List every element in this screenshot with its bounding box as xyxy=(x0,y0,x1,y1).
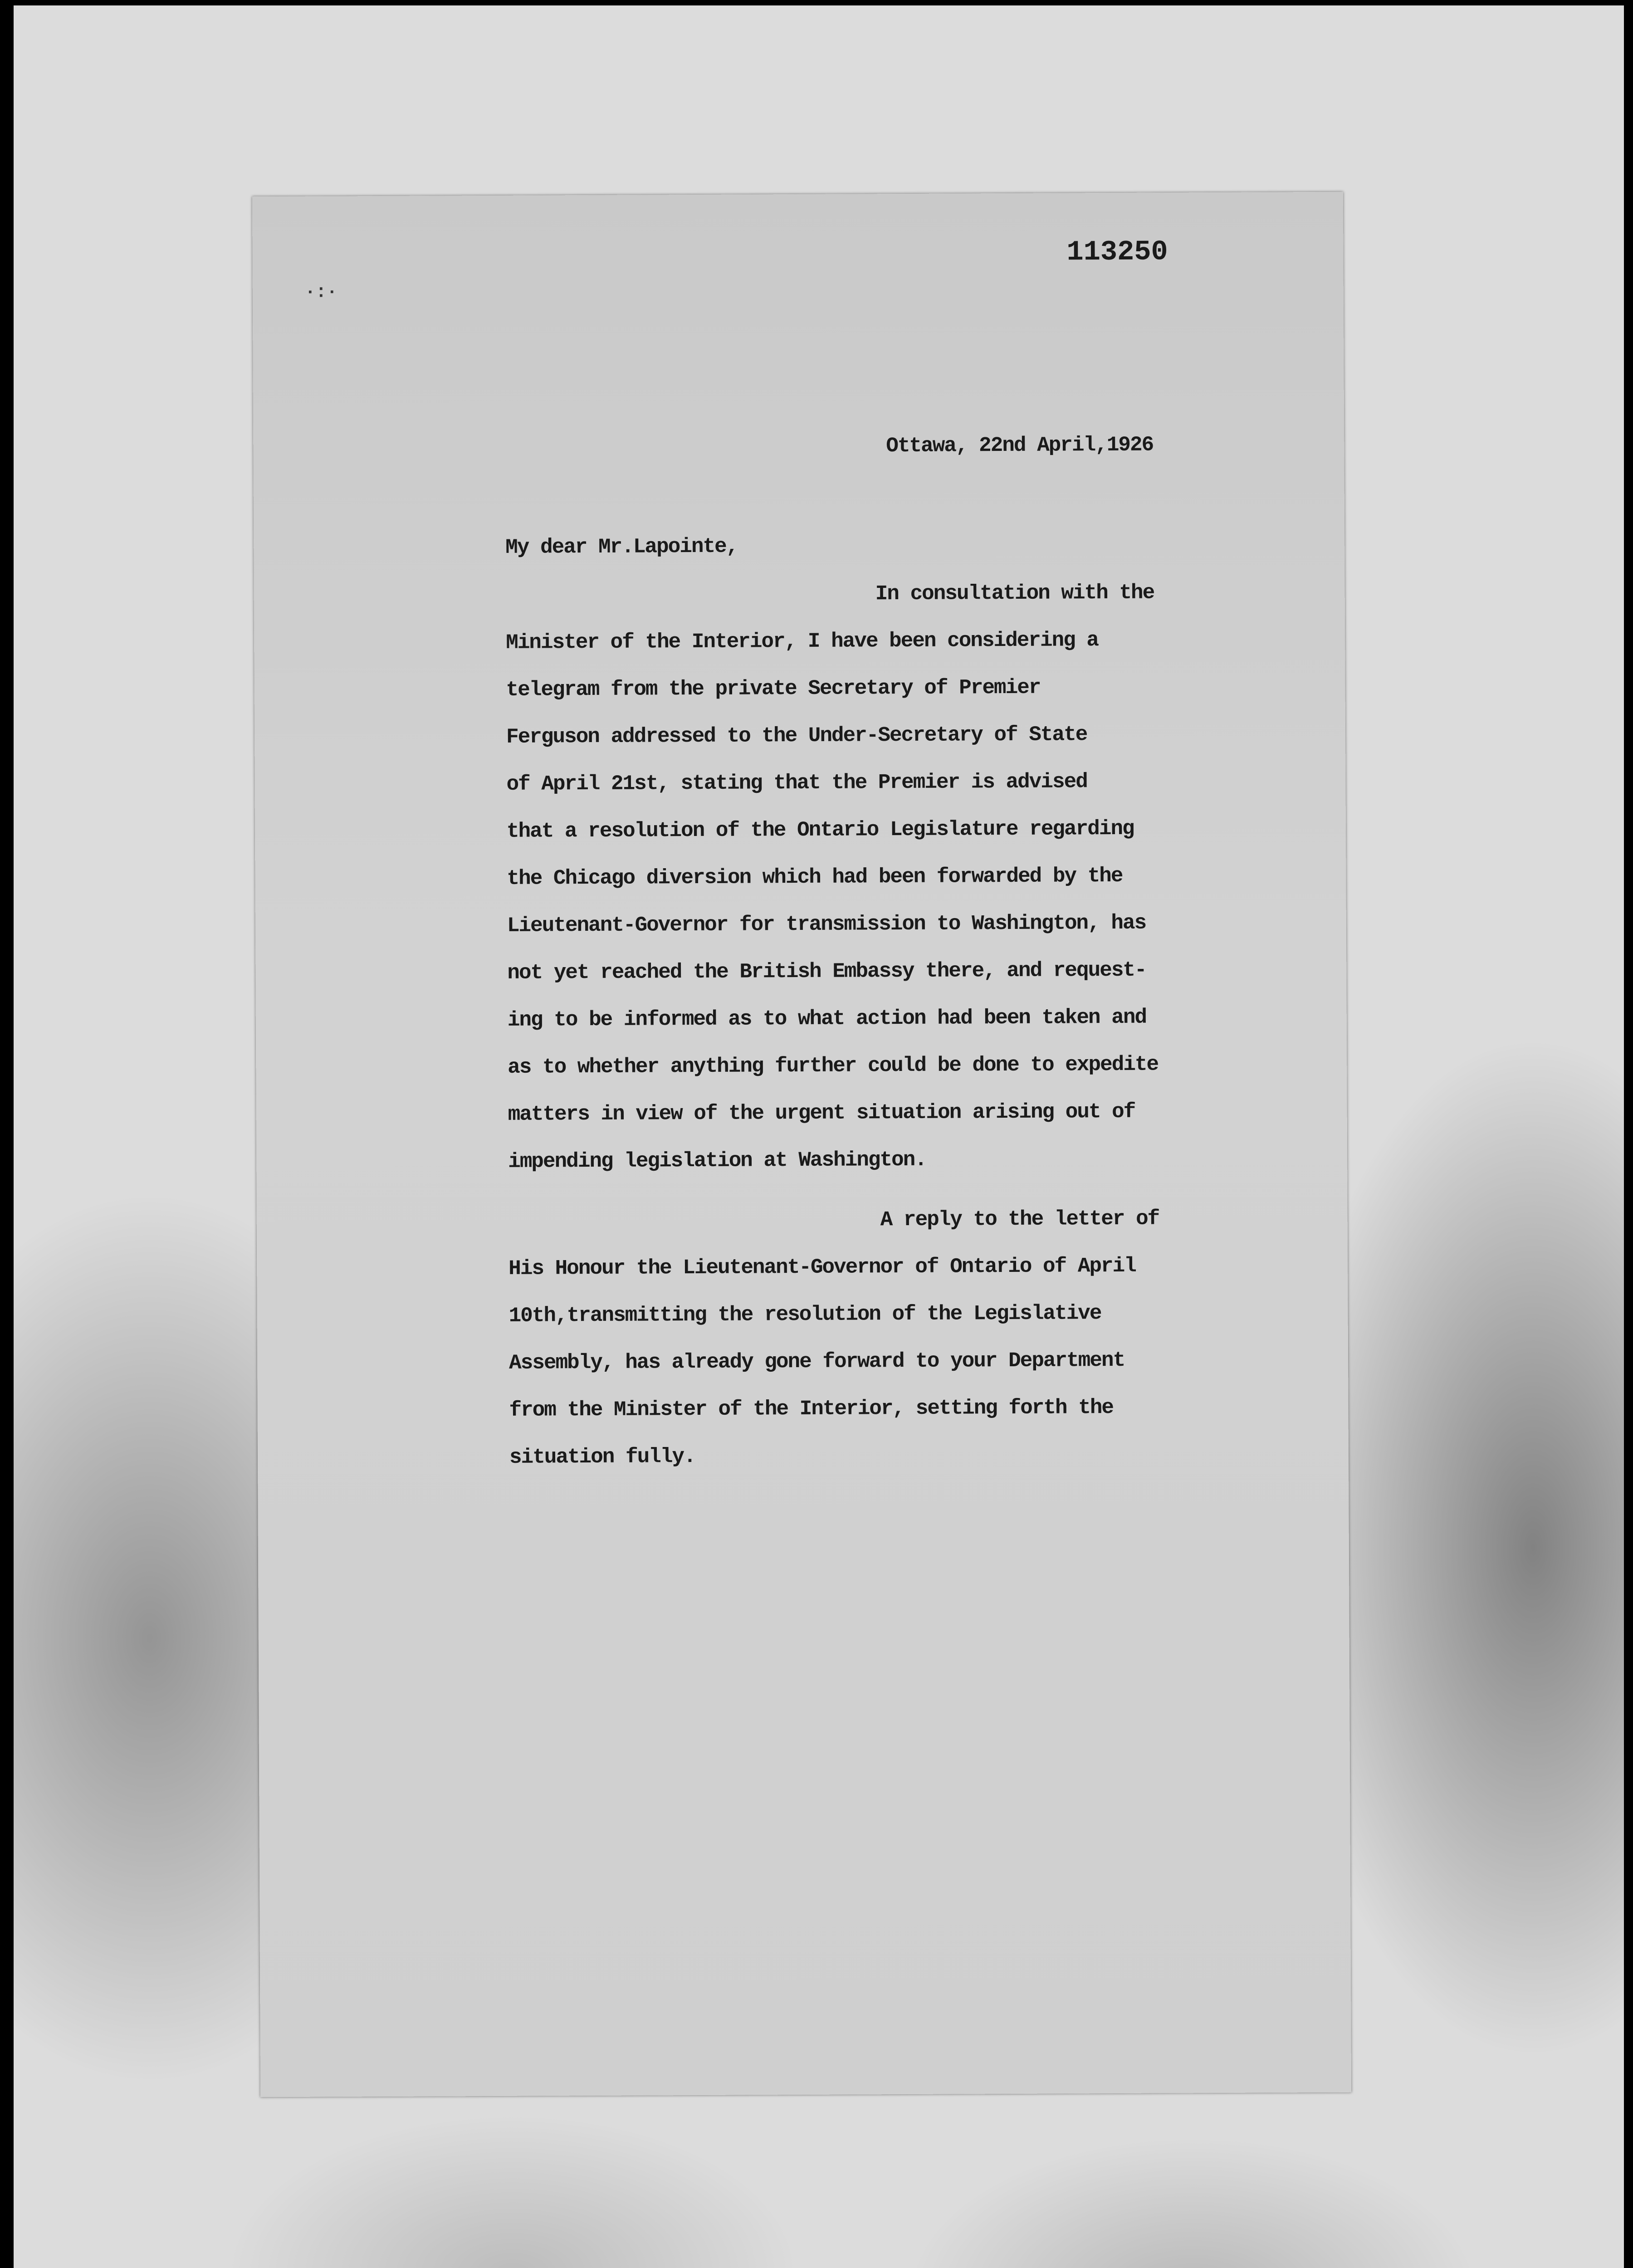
salutation: My dear Mr.Lapointe, xyxy=(505,534,738,559)
paragraph-line: of April 21st, stating that the Premier is advised xyxy=(506,770,1087,796)
paragraph-line: 10th,transmitting the resolution of the Legislative xyxy=(508,1301,1101,1328)
paragraph-line: impending legislation at Washington. xyxy=(508,1148,927,1173)
paragraph-line: the Chicago diversion which had been forwarded by the xyxy=(507,864,1123,890)
paragraph-line: In consultation with the xyxy=(875,581,1154,606)
paragraph-line: ing to be informed as to what action had been taken and xyxy=(507,1005,1147,1032)
paragraph-2 xyxy=(508,1195,1160,1481)
paragraph-1 xyxy=(505,569,1159,1185)
paragraph-line: Assembly, has already gone forward to your Department xyxy=(508,1348,1125,1375)
paragraph-line: matters in view of the urgent situation arising out of xyxy=(508,1100,1135,1126)
paragraph-line: His Honour the Lieutenant-Governor of Ontario of April xyxy=(508,1254,1136,1281)
paragraph-line: as to whether anything further could be done to expedite xyxy=(508,1052,1159,1079)
paragraph-line: Ferguson addressed to the Under-Secretary of State xyxy=(506,723,1087,749)
paragraph-line: situation fully. xyxy=(509,1445,695,1469)
paragraph-line: that a resolution of the Ontario Legislature regarding xyxy=(506,816,1134,843)
document-number: 113250 xyxy=(1066,235,1168,269)
paragraph-line: A reply to the letter of xyxy=(880,1207,1159,1232)
paragraph-line: Lieutenant-Governor for transmission to Washington, has xyxy=(507,911,1146,938)
paragraph-line: from the Minister of the Interior, setting forth the xyxy=(509,1396,1114,1422)
letter-page xyxy=(252,192,1351,2097)
paragraph-line: not yet reached the British Embassy there, and request- xyxy=(507,958,1146,985)
paragraph-line: Minister of the Interior, I have been considering a xyxy=(506,628,1099,655)
paragraph-line: telegram from the private Secretary of Premier xyxy=(506,675,1041,702)
dateline: Ottawa, 22nd April,1926 xyxy=(886,433,1154,458)
margin-mark: ·:· xyxy=(304,282,337,303)
